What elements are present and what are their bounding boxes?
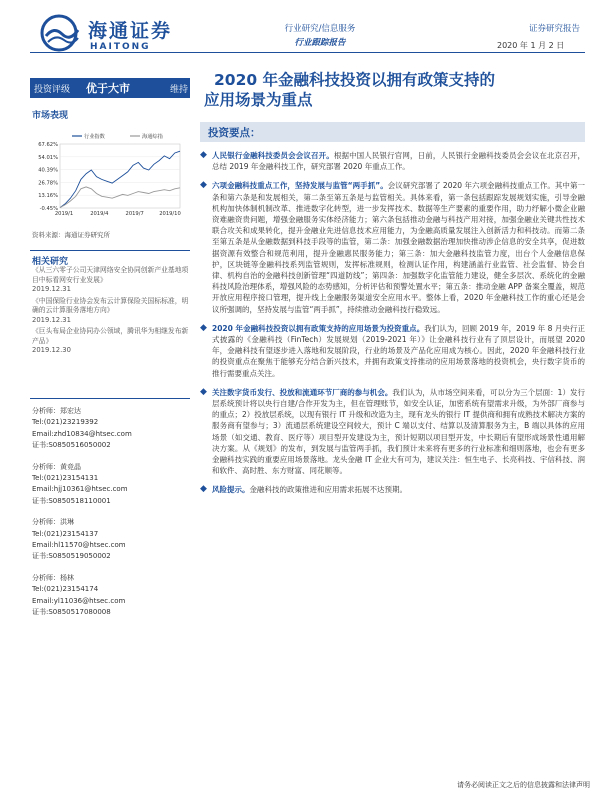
header-series-block xyxy=(490,22,580,36)
chart-x-tick-label: 2019/7 xyxy=(125,211,144,217)
left-divider-1 xyxy=(30,250,190,251)
header-category: 行业研究/信息服务 xyxy=(284,24,356,34)
rating-value: 优于大市 xyxy=(86,82,130,95)
key-point-text: 会议研究部署了 2020 年六项金融科技重点工作。其中第一条和第六条是和发展相关，第二条至第五条是与监管相关。具体来看，第一条包括跟踪发展规划实施，引导金融机构加快体制机制改革、推进数字化转型，进一步发挥技术、数据等生产要素的重要作用，助力纾解小微企业融资难融资贵问题，增强金融服务实体经济能力；第六条包括推动金融与科技产用对接，加强金融业关键共性技术联合攻关和成果转化，提升金融业先进信息技术应用能力，为金融高质量发展注入创新活力和科技动。而第二条至第五条是从金融数据到科技手段等的监管，第二条：加强金融数据治理加快推动涉企信息的安全共享，促进数据资源有效整合和规范利用，提升金融惠民服务能力；第三条：加大金融科技监管力度，出台个人金融信息保护，区块链等金融科技系列监管规则，发挥标准规则，检测认证作用，构建涵盖行业监管、社会监督、协会自律、机构自治的金融科技创新管理“四道防线”；第四条：加强数字化监管能力建设，健全多层次、系统化的金融科技风险治理体系，增强风险的态势感知，分析评估和预警处置水平；第五条：推动金融 APP 备案全覆盖，规范开放应用程序接口管理，提升线上金融服务渠道安全应用水平。整体上看，2020 年金融科技工作的重心还是会议所强调的，坚持发展与监管“两手抓”，持续推动金融科技行稳致远。 xyxy=(212,181,585,314)
analyst-list xyxy=(32,406,192,619)
report-title-line-1: 2020 年金融科技投资以拥有政策支持的 xyxy=(214,71,496,89)
report-date: 2020 年 1 月 2 日 xyxy=(497,41,565,50)
related-item-date: 2019.12.30 xyxy=(32,346,71,354)
key-point-text: 我们认为，从市场空间来看，可以分为三个层面：1）发行层系统预计将以央行自建/合作开发为主，但在管理账节，如安全认证，加密系统有望需求升级，为外部厂商参与的重点；2）投放层系统，以现有银行 IT 升级和改造为主，现有龙头的银行 IT 提供商和拥有成熟技术解决方案的服务商有望参与；3）流通层系统建设空间较大，预计 C 端以支付、结算以及清算服务为主，B 端以具体的应用场景（如交通、教育、医疗等）项目型开发建设为主，预计短期以项目型开发，中长期后有望形成场景性通用解决方案。从《规划》的发布，到发展与监管两手抓，我们预计未来将有更多的行业标准和细则落地，也会有更多金融科技实践的重要应用场景落地。龙头金融 IT 企业大有可为，建议关注：恒生电子、长亮科技、宇信科技、润和软件、高时胜、东方财富、同花顺等。 xyxy=(212,387,585,476)
analyst-cert: 证书:S0850518110001 xyxy=(32,496,111,505)
key-point-headline: 关注数字货币发行、投放和流通环节厂商的参与机会。 xyxy=(212,387,393,397)
key-point-paragraph xyxy=(200,180,585,314)
left-divider-2 xyxy=(30,398,190,399)
analyst-tel: Tel:(021)23154131 xyxy=(32,474,99,483)
chart-y-tick-label: 67.62% xyxy=(38,142,58,148)
bullet-icon: ◆ xyxy=(200,484,207,495)
analyst-cert: 证书:S0850517080008 xyxy=(32,608,111,617)
chart-y-tick-label: 26.78% xyxy=(38,180,58,187)
related-item-date: 2019.12.31 xyxy=(32,315,71,324)
report-title xyxy=(204,70,584,110)
report-body xyxy=(200,150,585,504)
analyst-cert: 证书:S0850516050002 xyxy=(32,441,111,450)
chart-y-tick-label: -0.45% xyxy=(39,206,58,212)
report-title-line-2: 应用场景为重点 xyxy=(204,91,313,109)
related-research-list xyxy=(32,266,192,358)
key-point-paragraph xyxy=(200,387,585,477)
analyst-cert: 证书:S0850519050002 xyxy=(32,552,111,561)
analyst-tel: Tel:(021)23154174 xyxy=(32,585,99,594)
related-item[interactable] xyxy=(32,266,192,295)
header-report-type: 行业跟踪报告 xyxy=(294,38,346,48)
chart-y-tick-label: 40.39% xyxy=(38,167,58,174)
chart-legend-label: 海通综指 xyxy=(142,134,163,140)
bullet-icon: ◆ xyxy=(200,322,207,333)
analyst-card xyxy=(32,573,192,619)
bullet-icon: ◆ xyxy=(200,386,207,397)
chart-series-line xyxy=(60,187,180,208)
rating-action: 维持 xyxy=(170,85,189,95)
related-item-title: 《中国保险行业协会发布云计算保险关国标标准，明确的云计算服务落地方向》 xyxy=(32,296,189,314)
header-category-block xyxy=(270,22,370,50)
chart-x-tick-label: 2019/4 xyxy=(90,211,109,217)
analyst-tel: Tel:(021)23219392 xyxy=(32,418,99,427)
header-report-series: 证券研究报告 xyxy=(528,24,580,34)
chart-series-line xyxy=(60,151,180,207)
related-item[interactable] xyxy=(32,297,192,326)
market-performance-title: 市场表现 xyxy=(32,111,69,121)
key-point-paragraph xyxy=(200,150,585,172)
investment-points-header xyxy=(200,122,585,142)
chart-x-tick-label: 2019/1 xyxy=(54,211,74,217)
rating-bar xyxy=(30,78,190,98)
chart-x-tick-label: 2019/10 xyxy=(159,211,181,217)
key-point-headline: 2020 年金融科技投资以拥有政策支持的应用场景为投资重点。 xyxy=(212,323,425,333)
key-point-headline: 风险提示。 xyxy=(212,485,250,495)
bullet-icon: ◆ xyxy=(200,180,207,191)
chart-source-note: 资料来源：海通证券研究所 xyxy=(32,231,110,239)
related-item-title: 《巨头布局企业协同办公领域，腾讯华为相继发布新产品》 xyxy=(32,327,189,345)
header-divider xyxy=(30,52,585,53)
chart-y-tick-label: 54.01% xyxy=(38,154,58,161)
key-point-paragraph xyxy=(200,484,585,495)
analyst-card xyxy=(32,462,192,508)
analyst-name: 分析师：洪琳 xyxy=(32,518,74,527)
logo-chinese-name: 海通证券 xyxy=(88,20,173,42)
analyst-name: 分析师：黄竞晶 xyxy=(32,462,81,471)
analyst-email[interactable]: Email:hjj10361@htsec.com xyxy=(32,485,128,494)
analyst-name: 分析师：杨林 xyxy=(32,573,74,582)
key-point-headline: 六项金融科技重点工作，坚持发展与监管“两手抓”。 xyxy=(212,181,388,191)
analyst-card xyxy=(32,517,192,563)
analyst-name: 分析师：郑宏达 xyxy=(32,407,81,415)
key-point-text: 金融科技的政策推进和应用需求拓展不达预期。 xyxy=(249,485,407,495)
related-item-title: 《从三六零子公司天津网络安全协同创新产业基地项目中标看网安行业发展》 xyxy=(32,266,189,284)
key-point-text: 根据中国人民银行官网，日前，人民银行金融科技委员会会议在北京召开，总结 2019 年金融科技工作，研究部署 2020 年重点工作。 xyxy=(212,151,586,172)
bullet-icon: ◆ xyxy=(200,150,207,160)
haitong-logo xyxy=(40,12,175,56)
legal-disclaimer-footer: 请务必阅读正文之后的信息披露和法律声明 xyxy=(457,781,590,789)
key-point-text: 我们认为，回顾 2019 年，2019 年 8 月央行正式披露的《金融科技（FinTech）发展规划（2019-2021 年）》让金融科技行业有了顶层设计，而展望 2020 年，金融科技有望逐步进入落地和发展阶段，行业的场景及产品化应用成为核心。因此，2020 年金融科技行业的投资重点在聚焦于能够充分结合新兴技术，并拥有政策支持推动的应用场景落地的投资机会，央行数字货币的推行需要重点关注。 xyxy=(212,323,585,378)
analyst-card xyxy=(32,406,192,452)
key-point-headline: 人民银行金融科技委员会会议召开。 xyxy=(212,151,334,160)
chart-legend-label: 行业指数 xyxy=(84,134,105,140)
market-performance-chart-svg xyxy=(30,130,190,220)
investment-points-title: 投资要点： xyxy=(208,127,261,139)
key-point-paragraph xyxy=(200,323,585,379)
analyst-tel: Tel:(021)23154137 xyxy=(32,529,99,538)
logo-english-name: HAITONG xyxy=(90,42,151,52)
related-item-date: 2019.12.31 xyxy=(32,285,71,293)
related-research-title: 相关研究 xyxy=(32,257,69,267)
related-item[interactable] xyxy=(32,327,192,356)
chart-plot-frame xyxy=(60,144,180,208)
rating-label: 投资评级 xyxy=(34,85,71,95)
market-performance-chart xyxy=(30,130,190,220)
analyst-email[interactable]: Email:zhd10834@htsec.com xyxy=(32,429,132,438)
analyst-email[interactable]: Email:hl11570@htsec.com xyxy=(32,541,126,550)
analyst-email[interactable]: Email:yl11036@htsec.com xyxy=(32,596,126,605)
chart-y-tick-label: 13.16% xyxy=(38,193,58,200)
haitong-logo-mark-icon xyxy=(40,14,84,52)
